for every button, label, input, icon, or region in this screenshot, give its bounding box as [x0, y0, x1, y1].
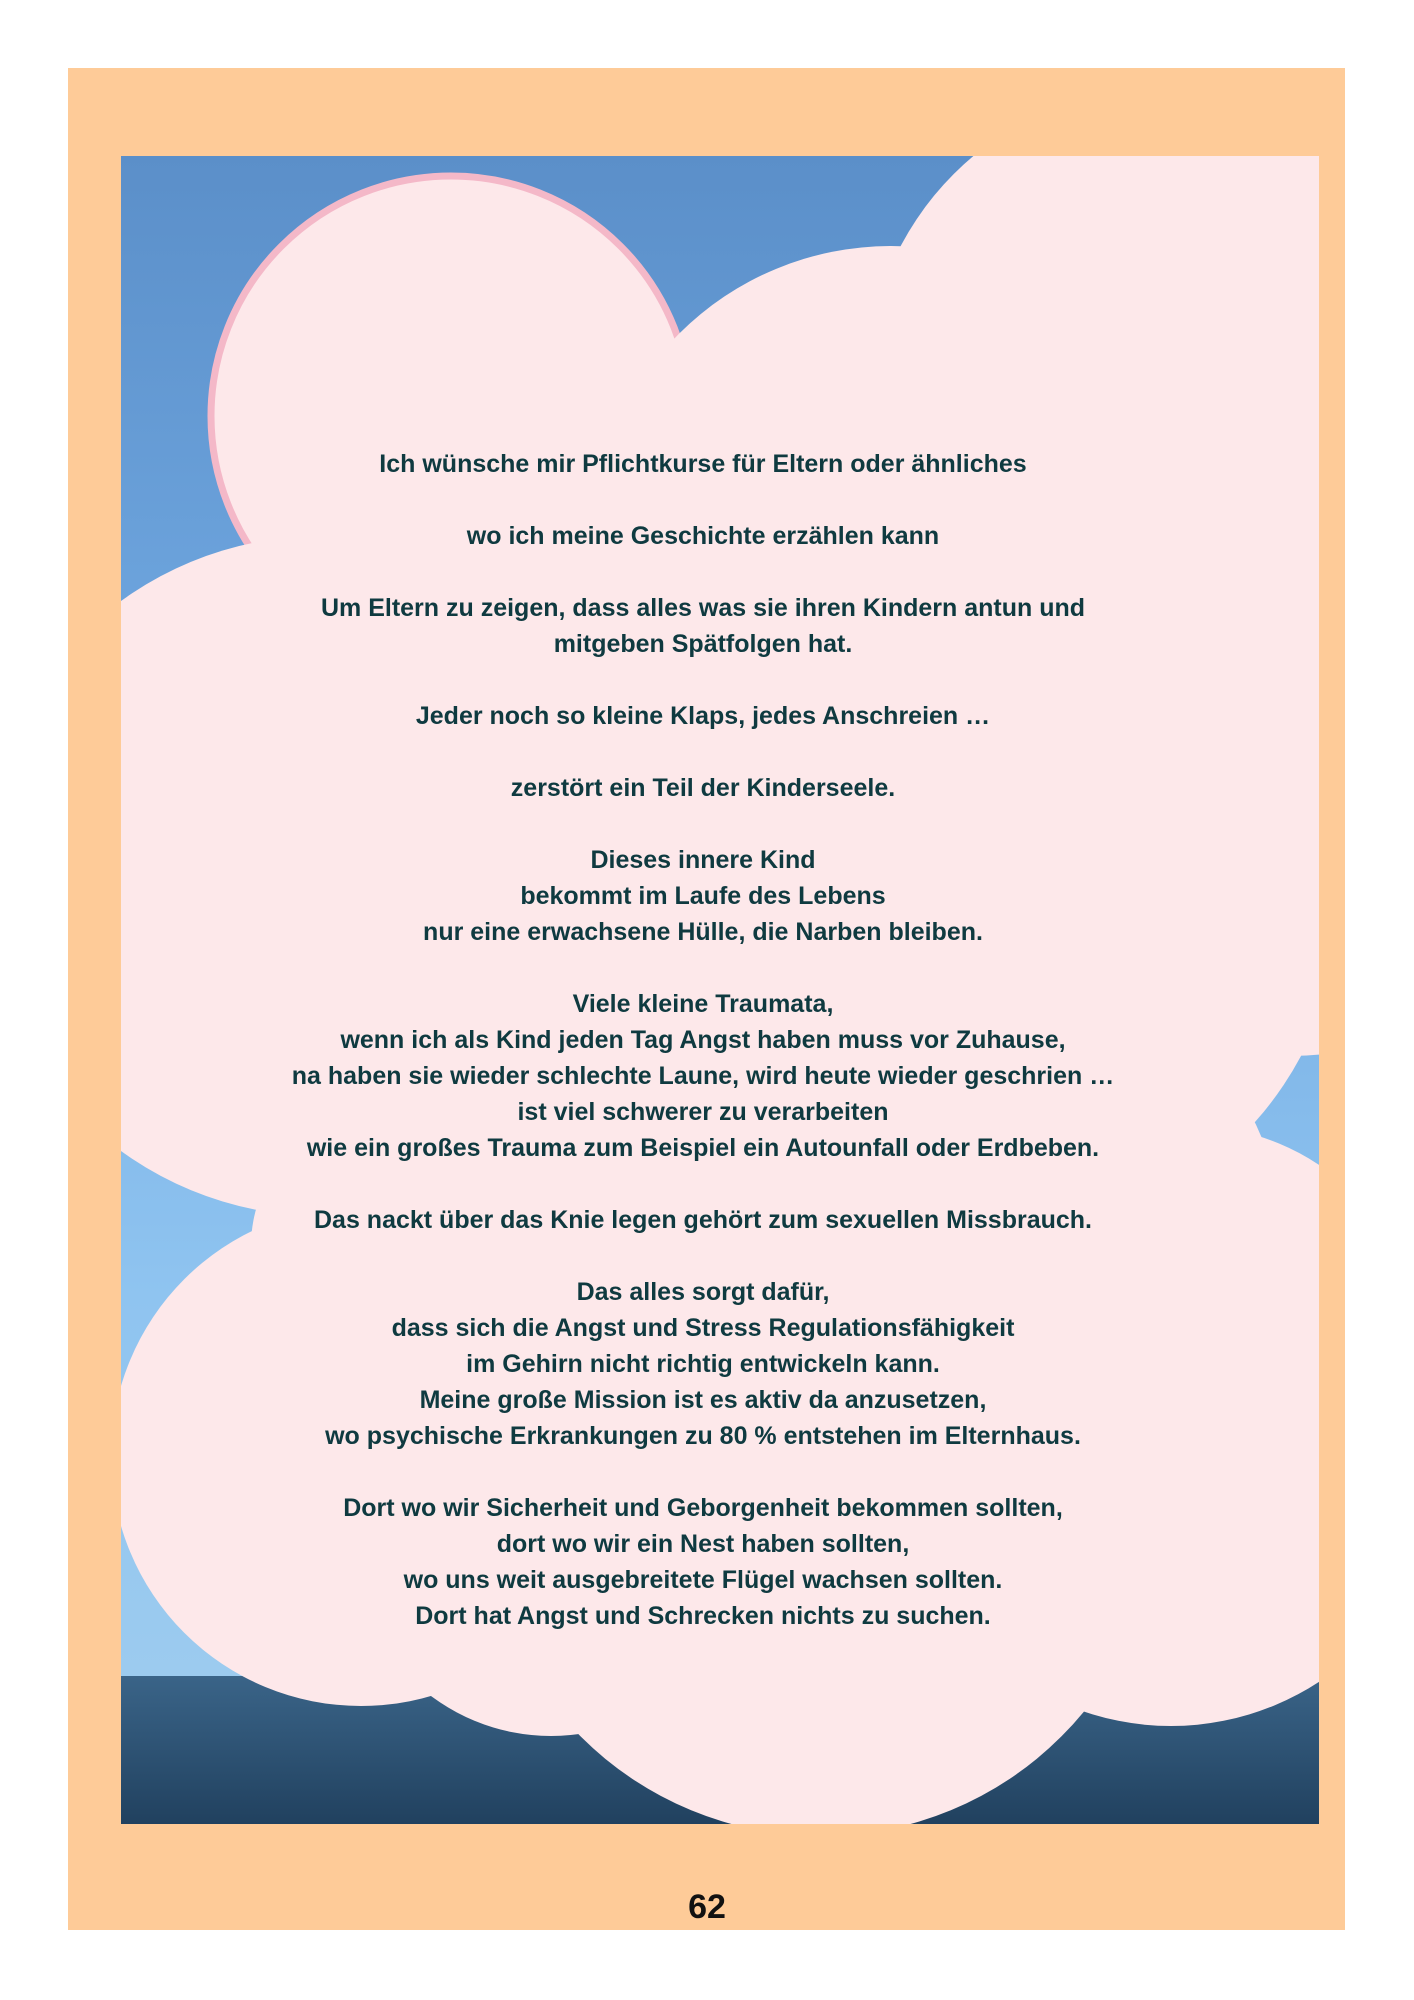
paragraph — [121, 446, 1285, 482]
text-line: Dort hat Angst und Schrecken nichts zu suchen. — [415, 1602, 991, 1630]
text-line: Viele kleine Traumata, — [572, 990, 834, 1018]
paragraph — [121, 698, 1285, 734]
paragraph — [121, 1382, 1285, 1454]
text-line: mitgeben Spätfolgen hat. — [553, 630, 853, 658]
text-line: Dieses innere Kind — [590, 846, 816, 874]
paragraph — [121, 590, 1285, 662]
paragraph — [121, 1202, 1285, 1238]
poem-text-block — [121, 156, 1285, 1716]
text-line: Meine große Mission ist es aktiv da anzusetzen, — [419, 1386, 987, 1414]
paragraph — [121, 986, 1285, 1166]
paragraph — [121, 1490, 1285, 1634]
paragraph — [121, 842, 1285, 950]
text-line: na haben sie wieder schlechte Laune, wird heute wieder geschrien … — [291, 1062, 1115, 1090]
text-line: bekommt im Laufe des Lebens — [520, 882, 886, 910]
text-line: wo uns weit ausgebreitete Flügel wachsen sollten. — [403, 1566, 1003, 1594]
text-line: wo psychische Erkrankungen zu 80 % entstehen im Elternhaus. — [325, 1422, 1081, 1450]
paragraph — [121, 770, 1285, 806]
text-line: wo ich meine Geschichte erzählen kann — [466, 522, 940, 550]
text-line: ist viel schwerer zu verarbeiten — [517, 1098, 889, 1126]
text-line: Um Eltern zu zeigen, dass alles was sie ihren Kindern antun und — [320, 594, 1086, 622]
text-line: dort wo wir ein Nest haben sollten, — [496, 1530, 910, 1558]
page-number: 62 — [688, 1888, 726, 1926]
text-line: wie ein großes Trauma zum Beispiel ein Autounfall oder Erdbeben. — [306, 1134, 1100, 1162]
text-line: wenn ich als Kind jeden Tag Angst haben muss vor Zuhause, — [340, 1026, 1066, 1054]
paragraph — [121, 518, 1285, 554]
paragraph — [121, 1274, 1285, 1382]
text-line: Das alles sorgt dafür, — [576, 1278, 830, 1306]
text-line: Dort wo wir Sicherheit und Geborgenheit bekommen sollten, — [343, 1494, 1063, 1522]
text-line: im Gehirn nicht richtig entwickeln kann. — [466, 1350, 940, 1378]
text-line: nur eine erwachsene Hülle, die Narben bleiben. — [423, 918, 983, 946]
text-line: Das nackt über das Knie legen gehört zum sexuellen Missbrauch. — [313, 1206, 1092, 1234]
text-line: Jeder noch so kleine Klaps, jedes Anschreien … — [415, 702, 991, 730]
text-line: Ich wünsche mir Pflichtkurse für Eltern oder ähnliches — [379, 450, 1027, 478]
text-line: zerstört ein Teil der Kinderseele. — [510, 774, 896, 802]
text-line: dass sich die Angst und Stress Regulationsfähigkeit — [391, 1314, 1015, 1342]
